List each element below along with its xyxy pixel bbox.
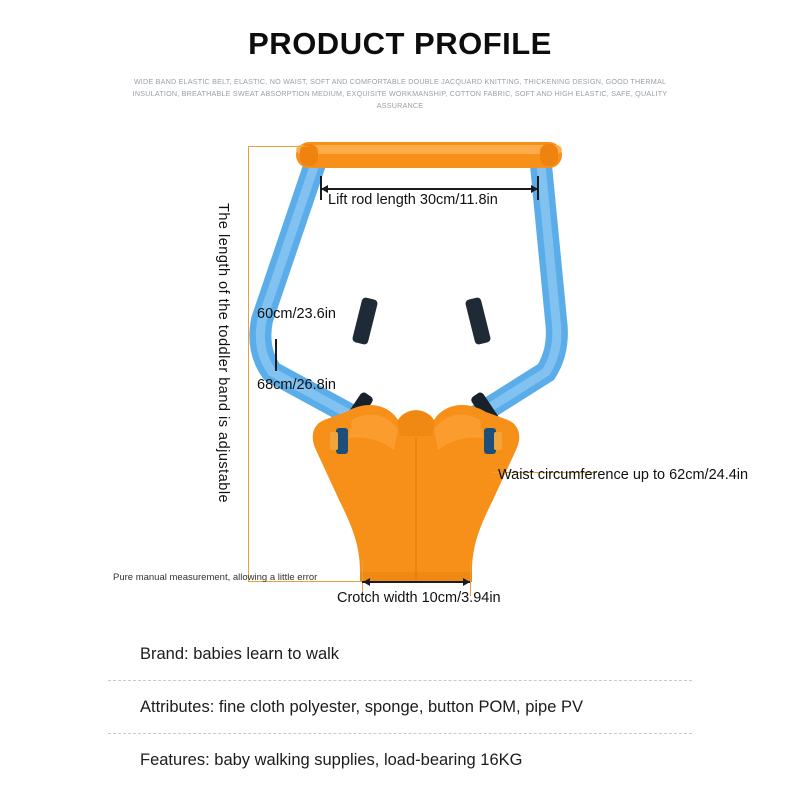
spec-row-brand [0, 628, 800, 680]
spec-row-attributes [0, 681, 800, 733]
dim-crotch-label: Crotch width 10cm/3.94in [337, 590, 501, 606]
dim-strap-max-label: 68cm/26.8in [257, 377, 336, 393]
guide-left-vertical [248, 146, 249, 582]
lift-bar [296, 142, 562, 168]
dim-lift-rod-arrow-right [531, 185, 538, 193]
dim-waist-label: Waist circumference up to 62cm/24.4in [498, 467, 749, 483]
dim-crotch-line [362, 581, 470, 583]
dim-lift-rod-line [320, 188, 538, 190]
guide-top [248, 146, 308, 147]
page-subtitle: WIDE BAND ELASTIC BELT, ELASTIC, NO WAIST, SOFT AND COMFORTABLE DOUBLE JACQUARD KNITTING, THICKENING DESIGN, GOOD THERMAL INSULATION, BREATHABLE SWEAT ABSORPTION MEDIUM, EXQUISITE WORKMANSHIP, COTTON FABRIC, SOFT AND HIGH ELASTIC, SAFE, QUALITY ASSURANCE [132, 77, 668, 110]
product-diagram [0, 120, 800, 620]
page-title: PRODUCT PROFILE [248, 26, 552, 61]
measurement-note: Pure manual measurement, allowing a little error [113, 572, 318, 583]
dim-strap-min-label: 60cm/23.6in [257, 306, 336, 322]
spec-text: Brand: babies learn to walk [140, 644, 340, 663]
dim-lift-rod-arrow-left [321, 185, 328, 193]
spec-row-features [0, 734, 800, 786]
dim-strap-range-tick [275, 339, 277, 371]
harness-body [313, 403, 520, 582]
dim-height-label: The length of the toddler band is adjustable [215, 203, 231, 504]
spec-list [0, 628, 800, 786]
dim-lift-rod-label: Lift rod length 30cm/11.8in [328, 192, 498, 208]
spec-text: Attributes: fine cloth polyester, sponge, button POM, pipe PV [140, 697, 584, 716]
spec-text: Features: baby walking supplies, load-bearing 16KG [140, 750, 523, 769]
dim-crotch-arrow-right [463, 578, 470, 586]
dim-crotch-arrow-left [363, 578, 370, 586]
